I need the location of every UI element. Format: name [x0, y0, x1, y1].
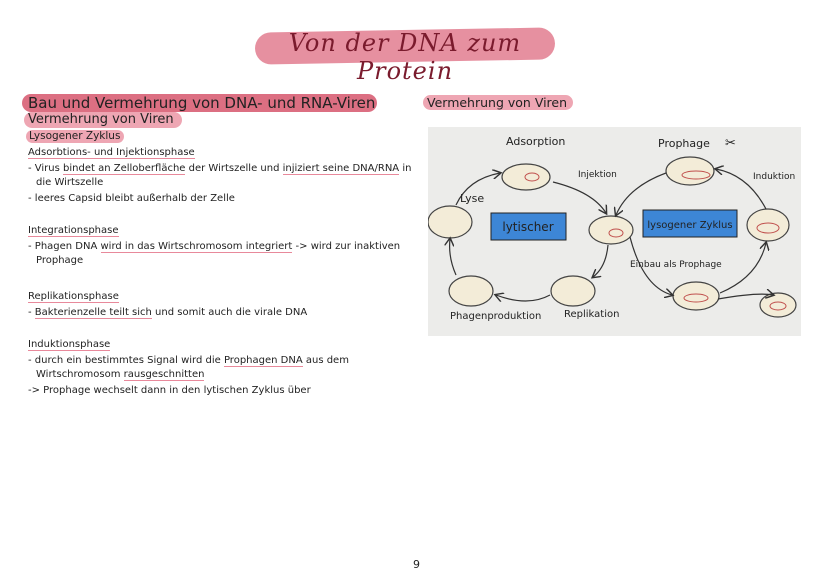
figure-heading: Vermehrung von Viren — [423, 95, 573, 110]
label-einbau: Einbau als Prophage — [630, 260, 722, 270]
note-line — [28, 192, 235, 206]
title-banner — [255, 24, 555, 85]
cell-division — [760, 293, 796, 317]
label-adsorption: Adsorption — [506, 135, 566, 148]
note-text: -> wird zur inaktiven — [292, 241, 401, 252]
section-title-text: Bau und Vermehrung von DNA- und RNA-Viren — [22, 94, 377, 112]
note-line — [28, 290, 119, 304]
underlined-text: Prophagen DNA — [223, 355, 303, 366]
virus-cycle-diagram — [428, 127, 801, 336]
note-text: Wirtschromosom — [36, 369, 124, 380]
label-phagenproduktion: Phagenproduktion — [450, 311, 542, 322]
note-text: - Virus — [28, 163, 64, 174]
cell-adsorption — [502, 164, 550, 190]
note-line — [28, 240, 400, 254]
page-number: 9 — [413, 558, 420, 571]
scissors-icon: ✂ — [725, 136, 736, 151]
note-text: -> Prophage wechselt dann in den lytischen Zyklus über — [28, 385, 311, 396]
cell-induktion — [747, 209, 789, 241]
underlined-text: Induktionsphase — [28, 339, 111, 350]
note-text: Prophage — [36, 255, 84, 266]
note-text: - — [28, 307, 35, 318]
note-text: aus dem — [302, 355, 349, 366]
note-line — [28, 306, 307, 320]
note-text: - leeres Capsid bleibt außerhalb der Zelle — [28, 193, 235, 204]
note-line — [28, 338, 110, 352]
topic-label: Lysogener Zyklus — [26, 130, 124, 143]
label-lyse: Lyse — [460, 192, 485, 205]
note-line — [28, 384, 311, 398]
cell-einbau — [673, 282, 719, 310]
label-prophage: Prophage — [658, 137, 710, 150]
label-induktion: Induktion — [753, 172, 796, 182]
cell-lyse — [428, 206, 472, 238]
label-injektion: Injektion — [578, 170, 617, 180]
label-replikation: Replikation — [564, 309, 620, 320]
note-text: und somit auch die virale DNA — [151, 307, 308, 318]
underlined-text: rausgeschnitten — [123, 369, 205, 380]
note-line — [28, 146, 195, 160]
note-text: der Wirtszelle und — [185, 163, 283, 174]
note-text: - Phagen DNA — [28, 241, 101, 252]
underlined-text: Bakterienzelle teilt sich — [34, 307, 152, 318]
label-lysogen: lysogener Zyklus — [647, 220, 733, 231]
note-line — [28, 162, 411, 176]
note-line — [28, 224, 119, 238]
underlined-text: Adsorbtions- und Injektionsphase — [28, 147, 195, 158]
underlined-text: Replikationsphase — [28, 291, 119, 302]
subsection-title: Vermehrung von Viren — [24, 112, 182, 128]
note-text: - durch ein bestimmtes Signal wird die — [28, 355, 224, 366]
underlined-text: Integrationsphase — [28, 225, 119, 236]
note-text: in — [399, 163, 412, 174]
note-line — [36, 254, 83, 268]
underlined-text: injiziert seine DNA/RNA — [282, 163, 400, 174]
note-line — [36, 368, 204, 382]
note-line — [36, 176, 103, 190]
label-lytisch: lytischer — [502, 220, 554, 234]
note-line — [28, 354, 349, 368]
cell-replikation — [551, 276, 595, 306]
underlined-text: wird in das Wirtschromosom integriert — [100, 241, 293, 252]
page-title: Von der DNA zum Protein — [288, 29, 522, 85]
cell-phagenproduktion — [449, 276, 493, 306]
note-text: die Wirtszelle — [36, 177, 104, 188]
underlined-text: bindet an Zelloberfläche — [63, 163, 186, 174]
section-title — [22, 94, 377, 112]
